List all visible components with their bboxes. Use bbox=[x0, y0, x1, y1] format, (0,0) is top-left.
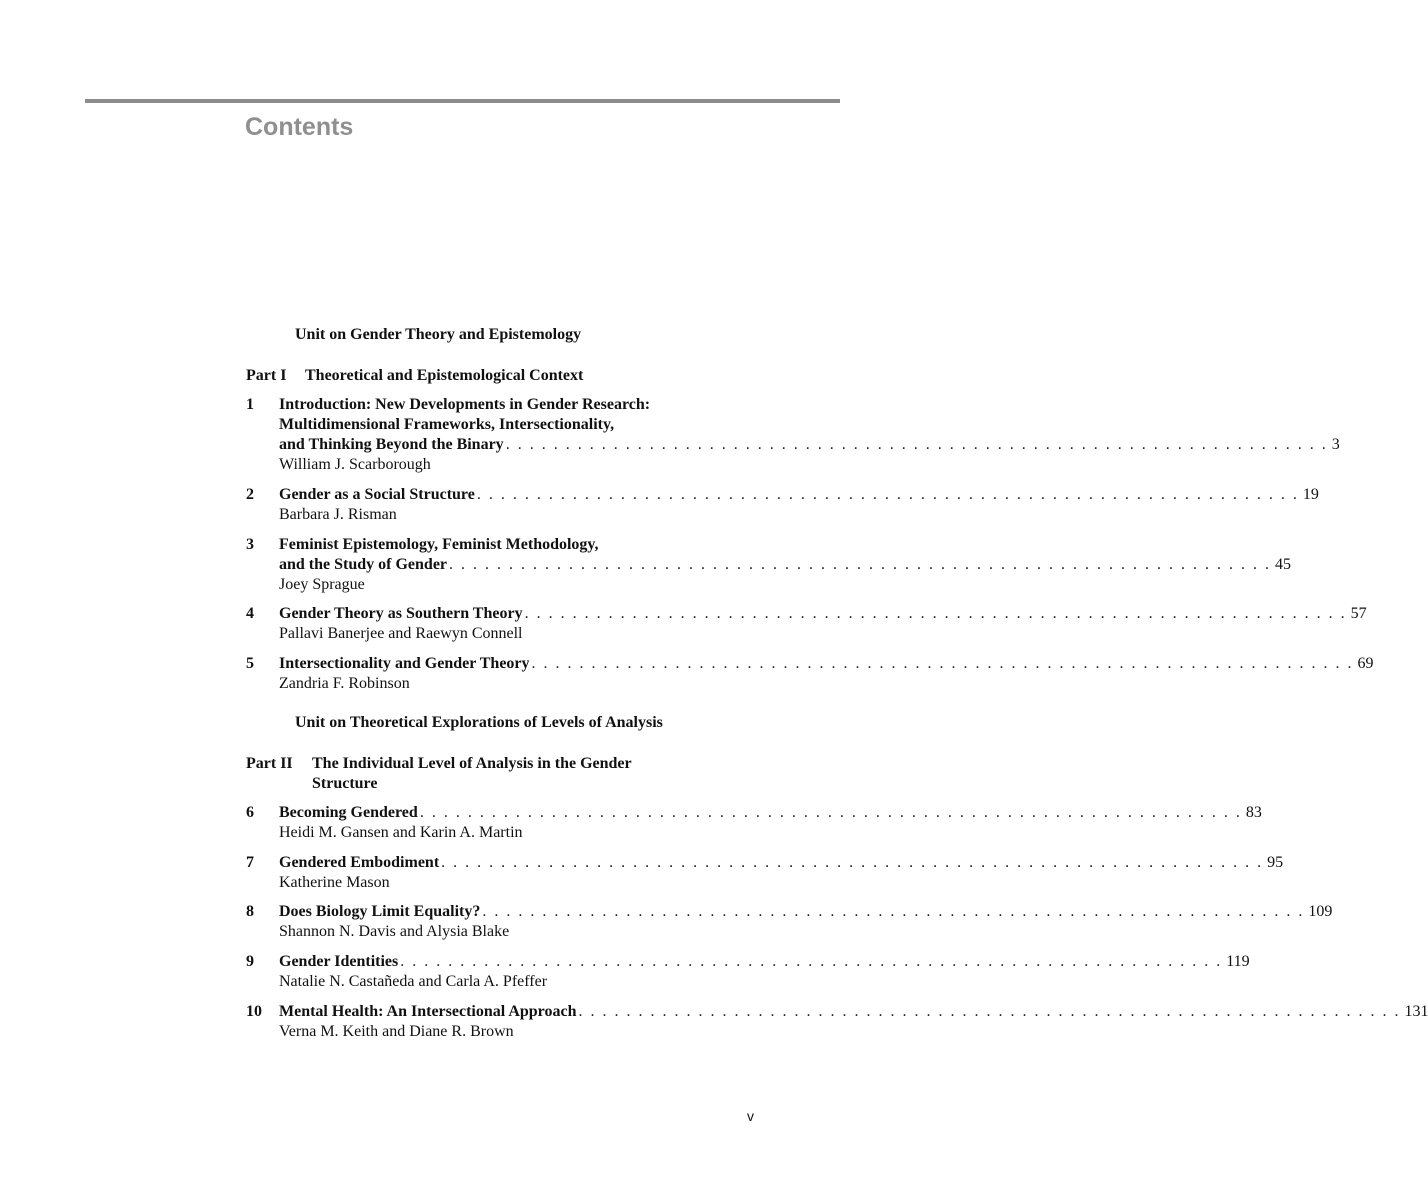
page-number[interactable]: 69 bbox=[1357, 655, 1374, 672]
part-title: The Individual Level of Analysis in the Gender bbox=[312, 755, 632, 772]
chapter-authors: Heidi M. Gansen and Karin A. Martin bbox=[279, 824, 523, 841]
dot-leader: . . . . . . . . . . . . . . . . . . . . . . . . . . . . . . . . . . . . . . . . . . . . . . . . . . . . . . . . . . . . . . . . . . . . . bbox=[400, 953, 1223, 970]
chapter-title-line: Multidimensional Frameworks, Intersectionality, bbox=[279, 416, 615, 433]
toc-entry[interactable] bbox=[246, 395, 1340, 475]
chapter-number: 8 bbox=[246, 903, 254, 920]
chapter-number: 2 bbox=[246, 486, 254, 503]
unit-heading: Unit on Gender Theory and Epistemology bbox=[295, 326, 582, 343]
chapter-title[interactable]: and the Study of Gender bbox=[279, 556, 448, 573]
chapter-authors: Shannon N. Davis and Alysia Blake bbox=[279, 923, 510, 940]
chapter-authors: Joey Sprague bbox=[279, 576, 365, 593]
chapter-number: 6 bbox=[246, 804, 254, 821]
chapter-authors: Zandria F. Robinson bbox=[279, 675, 410, 692]
part-number: Part I bbox=[246, 367, 287, 384]
chapter-title[interactable]: Gender Identities bbox=[279, 953, 399, 970]
toc-entry[interactable] bbox=[246, 535, 1292, 595]
dot-leader: . . . . . . . . . . . . . . . . . . . . . . . . . . . . . . . . . . . . . . . . . . . . . . . . . . . . . . . . . . . . . . . . . . . . . bbox=[449, 556, 1272, 573]
page-title: Contents bbox=[245, 113, 354, 141]
part-heading bbox=[246, 366, 716, 386]
page-number[interactable]: 109 bbox=[1308, 903, 1333, 920]
toc-entry[interactable] bbox=[246, 902, 1333, 942]
toc-entry[interactable] bbox=[246, 654, 1374, 694]
dot-leader: . . . . . . . . . . . . . . . . . . . . . . . . . . . . . . . . . . . . . . . . . . . . . . . . . . . . . . . . . . . . . . . . . . . . . bbox=[578, 1003, 1401, 1020]
dot-leader: . . . . . . . . . . . . . . . . . . . . . . . . . . . . . . . . . . . . . . . . . . . . . . . . . . . . . . . . . . . . . . . . . . . . . bbox=[531, 655, 1354, 672]
dot-leader: . . . . . . . . . . . . . . . . . . . . . . . . . . . . . . . . . . . . . . . . . . . . . . . . . . . . . . . . . . . . . . . . . . . . . bbox=[482, 903, 1305, 920]
page-number[interactable]: 3 bbox=[1331, 436, 1340, 453]
toc-entry[interactable] bbox=[246, 604, 1367, 644]
toc-entry[interactable] bbox=[246, 803, 1262, 843]
dot-leader: . . . . . . . . . . . . . . . . . . . . . . . . . . . . . . . . . . . . . . . . . . . . . . . . . . . . . . . . . . . . . . . . . . . . . bbox=[524, 605, 1347, 622]
chapter-title[interactable]: Intersectionality and Gender Theory bbox=[279, 655, 530, 672]
chapter-authors: Barbara J. Risman bbox=[279, 506, 397, 523]
folio-page-number: v bbox=[747, 1108, 754, 1124]
chapter-title[interactable]: Gender as a Social Structure bbox=[279, 486, 475, 503]
part-heading bbox=[246, 754, 716, 794]
toc-entry[interactable] bbox=[246, 485, 1319, 525]
header-rule bbox=[85, 99, 840, 103]
chapter-number: 4 bbox=[246, 605, 254, 622]
chapter-title[interactable]: Gender Theory as Southern Theory bbox=[279, 605, 523, 622]
chapter-title-line: Introduction: New Developments in Gender Research: bbox=[279, 396, 651, 413]
chapter-number: 7 bbox=[246, 854, 254, 871]
chapter-title[interactable]: and Thinking Beyond the Binary bbox=[279, 436, 504, 453]
chapter-authors: William J. Scarborough bbox=[279, 456, 431, 473]
toc-entry[interactable] bbox=[246, 1002, 1428, 1042]
dot-leader: . . . . . . . . . . . . . . . . . . . . . . . . . . . . . . . . . . . . . . . . . . . . . . . . . . . . . . . . . . . . . . . . . . . . . bbox=[505, 436, 1328, 453]
chapter-authors: Pallavi Banerjee and Raewyn Connell bbox=[279, 625, 523, 642]
chapter-authors: Natalie N. Castañeda and Carla A. Pfeffer bbox=[279, 973, 548, 990]
page-number[interactable]: 45 bbox=[1275, 556, 1292, 573]
toc-entry[interactable] bbox=[246, 952, 1250, 992]
part-title: Theoretical and Epistemological Context bbox=[305, 367, 584, 384]
page-number[interactable]: 95 bbox=[1267, 854, 1284, 871]
part-title-continued: Structure bbox=[312, 775, 378, 792]
dot-leader: . . . . . . . . . . . . . . . . . . . . . . . . . . . . . . . . . . . . . . . . . . . . . . . . . . . . . . . . . . . . . . . . . . . . . bbox=[419, 804, 1242, 821]
chapter-authors: Katherine Mason bbox=[279, 874, 390, 891]
dot-leader: . . . . . . . . . . . . . . . . . . . . . . . . . . . . . . . . . . . . . . . . . . . . . . . . . . . . . . . . . . . . . . . . . . . . . bbox=[476, 486, 1299, 503]
page-number[interactable]: 119 bbox=[1226, 953, 1250, 970]
page-number[interactable]: 19 bbox=[1302, 486, 1319, 503]
page-number[interactable]: 57 bbox=[1350, 605, 1367, 622]
chapter-title-line: Feminist Epistemology, Feminist Methodology, bbox=[279, 536, 599, 553]
chapter-number: 3 bbox=[246, 536, 254, 553]
unit-heading: Unit on Theoretical Explorations of Levels of Analysis bbox=[295, 714, 663, 731]
part-number: Part II bbox=[246, 755, 293, 772]
page-number[interactable]: 131 bbox=[1404, 1003, 1428, 1020]
page-number[interactable]: 83 bbox=[1245, 804, 1262, 821]
chapter-number: 5 bbox=[246, 655, 254, 672]
chapter-number: 10 bbox=[246, 1003, 262, 1020]
chapter-title[interactable]: Does Biology Limit Equality? bbox=[279, 903, 481, 920]
chapter-number: 9 bbox=[246, 953, 254, 970]
dot-leader: . . . . . . . . . . . . . . . . . . . . . . . . . . . . . . . . . . . . . . . . . . . . . . . . . . . . . . . . . . . . . . . . . . . . . bbox=[441, 854, 1264, 871]
chapter-authors: Verna M. Keith and Diane R. Brown bbox=[279, 1023, 514, 1040]
chapter-title[interactable]: Gendered Embodiment bbox=[279, 854, 440, 871]
chapter-title[interactable]: Becoming Gendered bbox=[279, 804, 418, 821]
chapter-title[interactable]: Mental Health: An Intersectional Approach bbox=[279, 1003, 577, 1020]
chapter-number: 1 bbox=[246, 396, 254, 413]
toc-entry[interactable] bbox=[246, 853, 1284, 893]
